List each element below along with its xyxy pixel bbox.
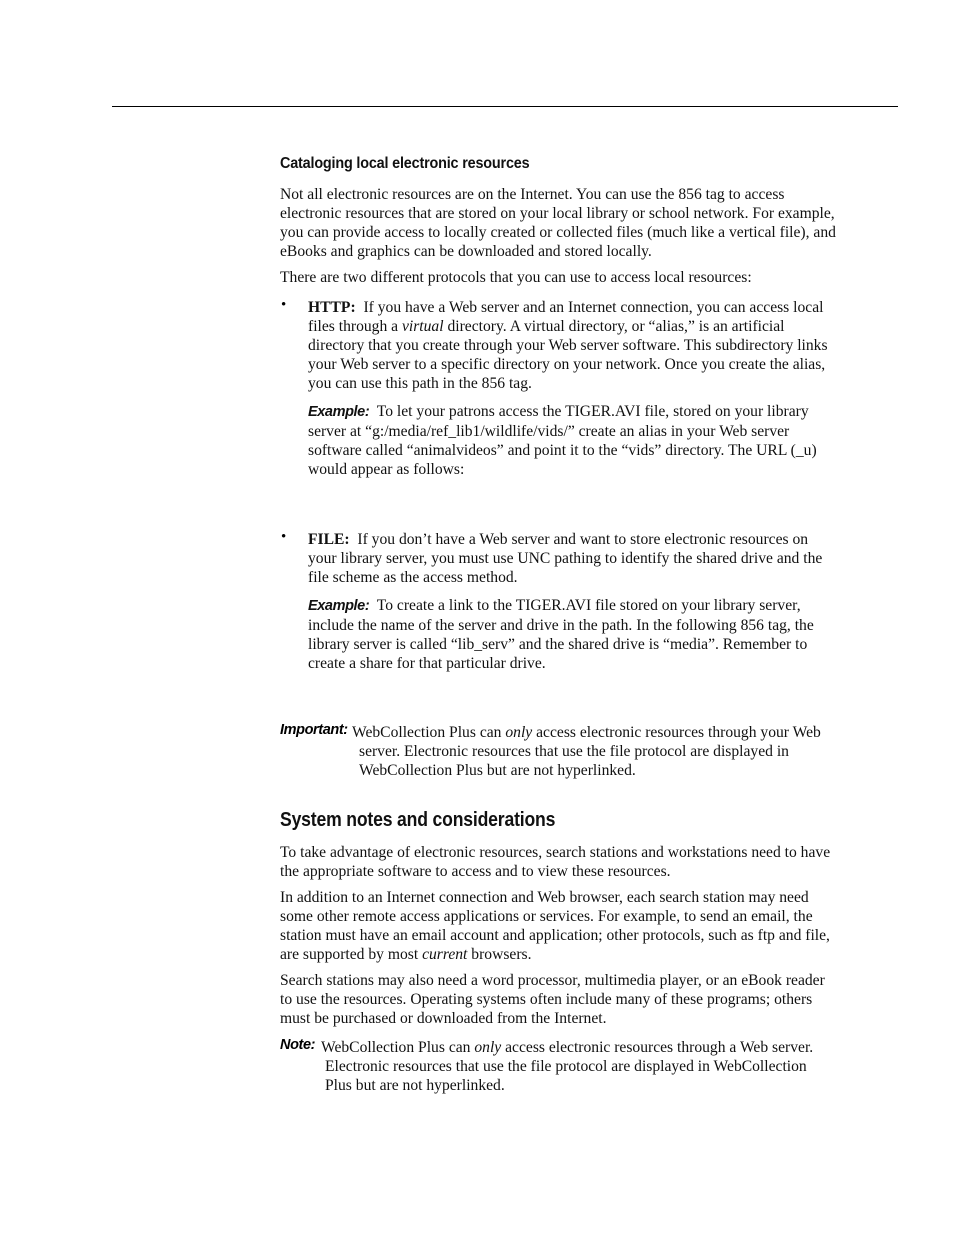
http-text-after: directory. A virtual directory, or “alias,” is an artificial directory that you create through your Web server software. This subdirectory links your Web server to a specific directory on your network. Once you create the alias, you can use this path in the 856 tag.: [308, 318, 828, 392]
intro-paragraph: Not all electronic resources are on the Internet. You can use the 856 tag to access electronic resources that are stored on your local library or school network. For example, you can provide access to locally created or collected files (much like a vertical file), and eBooks and graphics can be downloaded and stored locally.: [280, 186, 836, 260]
file-term: FILE:: [308, 531, 350, 548]
system-notes-paragraph-2: [280, 888, 840, 964]
file-bullet-text: [308, 530, 836, 587]
system-notes-paragraph-3: Search stations may also need a word processor, multimedia player, or an eBook reader to use the resources. Operating systems often include many of these programs; others must be purchased or downloaded from the Internet.: [280, 972, 825, 1027]
note-text-after: access electronic resources through a Web server. Electronic resources that use the file protocol are displayed in WebCollection Plus but are not hyperlinked.: [325, 1039, 814, 1094]
http-bullet-text: [308, 298, 836, 393]
protocols-paragraph: There are two different protocols that you can use to access local resources:: [280, 269, 752, 286]
note-label: Note:: [280, 1037, 316, 1053]
note-text: [321, 1038, 815, 1095]
note-text-before: WebCollection Plus can: [321, 1039, 471, 1056]
important-italic-word: only: [505, 724, 533, 741]
note-italic-word: only: [474, 1039, 502, 1056]
http-example: [308, 402, 836, 479]
important-text: [352, 723, 839, 780]
p2-italic-word: current: [422, 946, 468, 963]
http-example-text: To let your patrons access the TIGER.AVI file, stored on your library server at “g:/media/ref_lib1/wildlife/vids/” create an alias in your Web server software called “animalvideos” and point it to the “vids” directory. The URL (_u) would appear as follows:: [308, 403, 817, 478]
p2-text-after: browsers.: [471, 946, 532, 963]
file-example-label: Example:: [308, 598, 370, 614]
p2-text-before: In addition to an Internet connection and Web browser, each search station may need some other remote access applications or services. For example, to send an email, the station must have an email account and application; other protocols, such as ftp and file, are supported by most: [280, 889, 830, 963]
system-notes-paragraph-1: To take advantage of electronic resources, search stations and workstations need to have the appropriate software to access and to view these resources.: [280, 844, 831, 880]
file-example-text: To create a link to the TIGER.AVI file stored on your library server, include the name of the server and drive in the path. In the following 856 tag, the library server is called “lib_serv” and the shared drive is “media”. Remember to create a share for that particular drive.: [308, 597, 814, 672]
file-text: If you don’t have a Web server and want to store electronic resources on your library server, you must use UNC pathing to identify the shared drive and the file scheme as the access method.: [308, 531, 823, 586]
important-text-after: access electronic resources through your Web server. Electronic resources that use the file protocol are displayed in WebCollection Plus but are not hyperlinked.: [359, 724, 821, 779]
header-rule: [112, 106, 898, 107]
important-text-before: WebCollection Plus can: [352, 724, 502, 741]
http-italic-word: virtual: [401, 318, 444, 335]
http-example-label: Example:: [308, 404, 370, 420]
http-term: HTTP:: [308, 299, 356, 316]
section-heading: Cataloging local electronic resources: [280, 155, 530, 172]
system-notes-heading: System notes and considerations: [280, 809, 556, 831]
bullet-icon: •: [281, 529, 287, 545]
file-example: [308, 596, 844, 673]
http-text-before: If you have a Web server and an Internet connection, you can access local files through a: [308, 299, 824, 335]
bullet-icon: •: [281, 297, 287, 313]
important-label: Important:: [280, 722, 348, 738]
